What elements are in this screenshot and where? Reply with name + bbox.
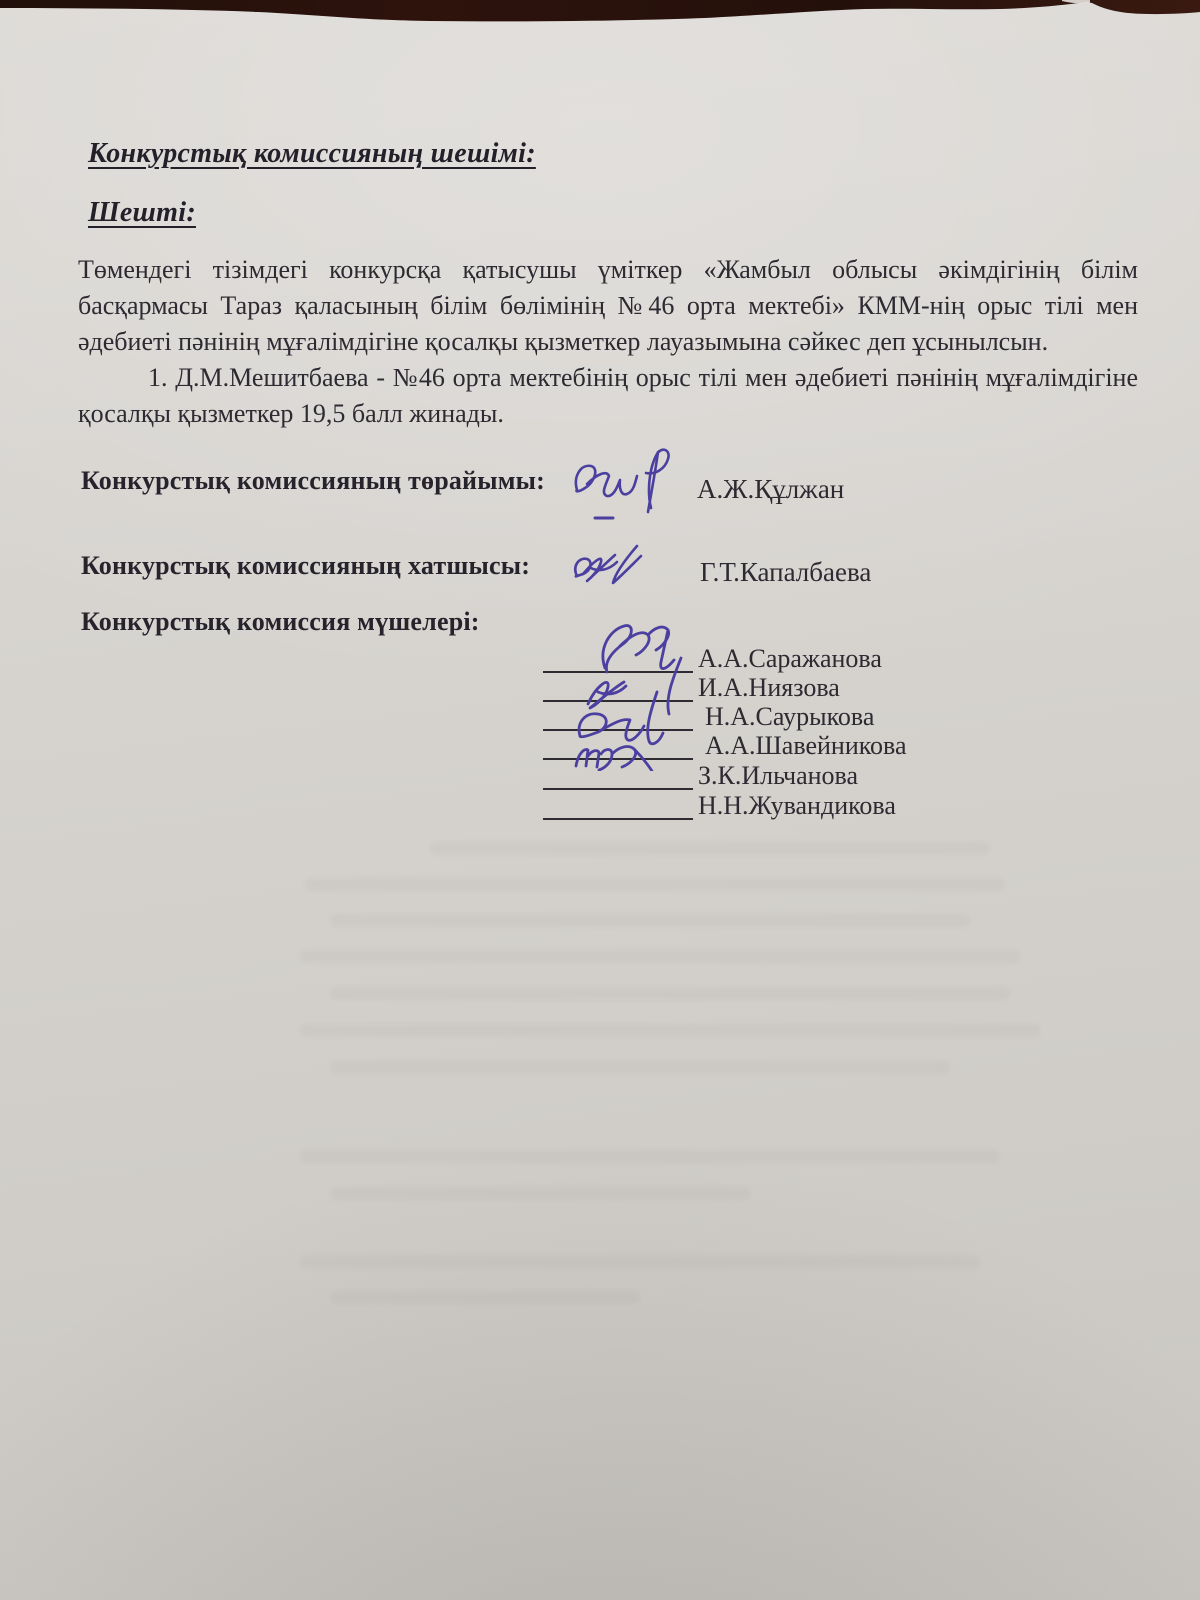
secretary-label: Конкурстық комиссияның хатшысы: [81,551,531,580]
member-signatures-ink [560,616,705,771]
signature-line [543,794,693,820]
secretary-name: Г.Т.Капалбаева [700,557,872,587]
member-name: Н.Н.Жувандикова [698,791,896,820]
decision-body [78,252,1138,432]
member-name: Н.А.Саурыкова [705,702,875,731]
chair-label: Конкурстық комиссияның төрайымы: [81,466,546,495]
member-name: А.А.Шавейникова [705,731,907,760]
member-name: З.К.Ильчанова [698,761,858,790]
photo-backdrop-edge [0,0,1200,40]
member-name: И.А.Ниязова [698,673,840,702]
chair-name: А.Ж.Құлжан [697,474,845,504]
member-name: А.А.Саражанова [698,644,882,673]
members-label: Конкурстық комиссия мүшелері: [81,607,480,636]
decision-list-item: 1. Д.М.Мешитбаева - №46 орта мектебінің орыс тілі мен әдебиеті пәнінің мұғалімдігіне қосалқы қызметкер 19,5 балл жинады. [78,363,1138,428]
chair-signature-ink [565,446,677,528]
decision-subheading: Шешті: [88,197,196,228]
document-heading: Конкурстық комиссияның шешімі: [88,138,536,169]
member-row [543,792,896,820]
decision-paragraph: Төмендегі тізімдегі конкурсқа қатысушы үміткер «Жамбыл облысы әкімдігінің білім басқармасы Тараз қаласының білім бөлімінің №46 орта мектебі» КММ-нің орыс тілі мен әдебиеті пәнінің мұғалімдігіне қосалқы қызметкер лауазымына сәйкес деп ұсынылсын. [78,255,1138,356]
secretary-signature-ink [567,540,649,596]
